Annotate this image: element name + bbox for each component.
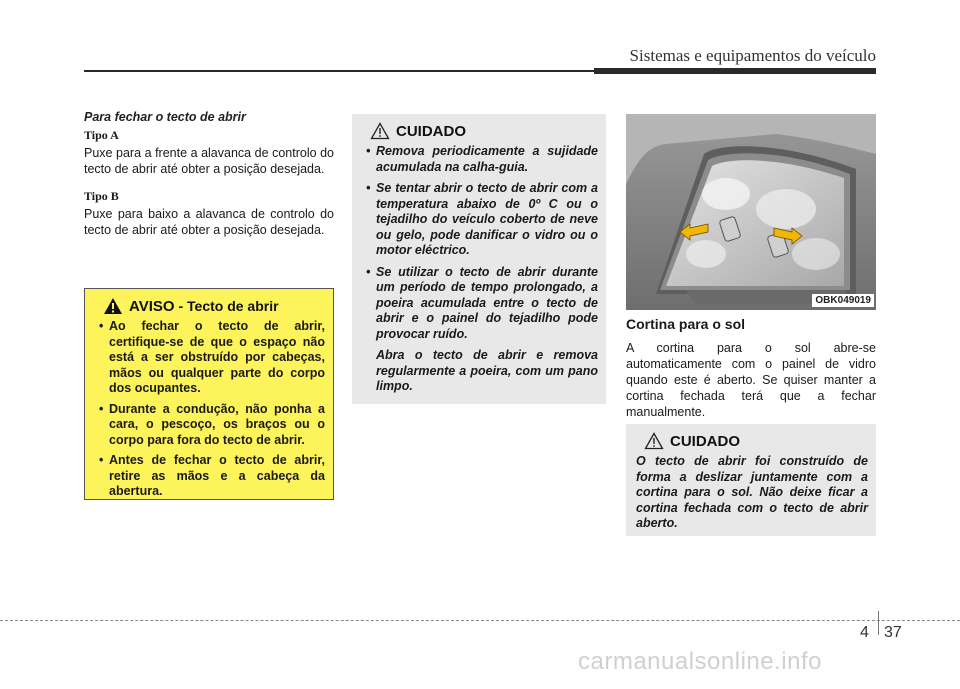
caution-list [360, 144, 598, 342]
caution-heading [370, 122, 598, 140]
caution-extra: Abra o tecto de abrir e remova regularmente a poeira, com um pano limpo. [376, 348, 598, 393]
section-title: Sistemas e equipamentos do veículo [629, 46, 876, 65]
caution-item: • Se utilizar o tecto de abrir durante um período de tempo prolongado, a poeira acumulada entre o tecto de abrir e o painel do tejadilho pode provocar ruído. [360, 265, 598, 343]
caution-item: • Remova periodicamente a sujidade acumulada na calha-guia. [360, 144, 598, 175]
figure-code: OBK049019 [812, 294, 874, 307]
sunroof-illustration [626, 114, 876, 310]
warning-title [129, 298, 279, 315]
caution-box [352, 114, 606, 404]
page-separator [878, 611, 879, 635]
sunshade-title: Cortina para o sol [626, 316, 746, 332]
page-number: 37 [884, 624, 902, 641]
watermark-link[interactable]: carmanualsonline.info [578, 648, 822, 675]
caution-triangle-icon [370, 122, 390, 140]
warning-title-main: AVISO [129, 297, 175, 315]
sunshade-caution-box [626, 424, 876, 536]
type-b-label: Tipo B [84, 189, 119, 203]
header-rule-accent [594, 68, 876, 74]
sunshade-caution-title: CUIDADO [670, 432, 740, 450]
warning-list [93, 319, 325, 500]
sunshade-caution-heading [644, 432, 868, 450]
sunshade-section [626, 316, 876, 432]
warning-triangle-icon [103, 297, 123, 315]
warning-heading [103, 297, 325, 315]
left-column [84, 110, 334, 250]
chapter-number: 4 [860, 624, 869, 641]
sunshade-text: A cortina para o sol abre-se automaticamente com o painel de vidro quando este é aberto. Se quiser manter a cortina fechada terá que a fechar manualmente. [626, 341, 876, 419]
subheading: Para fechar o tecto de abrir [84, 110, 246, 124]
sunshade-caution-text: O tecto de abrir foi construído de forma a deslizar juntamente com a cortina para o sol. Não deixe ficar a cortina fechada com o tecto de abrir aberto. [636, 454, 868, 530]
warning-item: • Ao fechar o tecto de abrir, certifique-se de que o espaço não está a ser obstruído por cabeças, mãos ou qualquer parte do corpo dos ocupantes. [93, 319, 325, 397]
sunroof-photo [626, 114, 876, 310]
warning-title-sub: - Tecto de abrir [174, 297, 279, 314]
type-a-label: Tipo A [84, 128, 119, 142]
warning-item: • Durante a condução, não ponha a cara, o pescoço, os braços ou o corpo para fora do tecto de abrir. [93, 402, 325, 449]
warning-item: • Antes de fechar o tecto de abrir, retire as mãos e a cabeça da abertura. [93, 453, 325, 500]
footer-rule [0, 620, 960, 621]
type-a-text: Puxe para a frente a alavanca de controlo do tecto de abrir até obter a posição desejada. [84, 146, 334, 176]
warning-box [84, 288, 334, 500]
caution-triangle-icon [644, 432, 664, 450]
caution-title: CUIDADO [396, 122, 466, 140]
caution-item: • Se tentar abrir o tecto de abrir com a temperatura abaixo de 0º C ou o tejadilho do veículo coberto de neve ou gelo, pode danificar o vidro ou o motor eléctrico. [360, 181, 598, 259]
type-b-text: Puxe para baixo a alavanca de controlo do tecto de abrir até obter a posição desejada. [84, 207, 334, 237]
